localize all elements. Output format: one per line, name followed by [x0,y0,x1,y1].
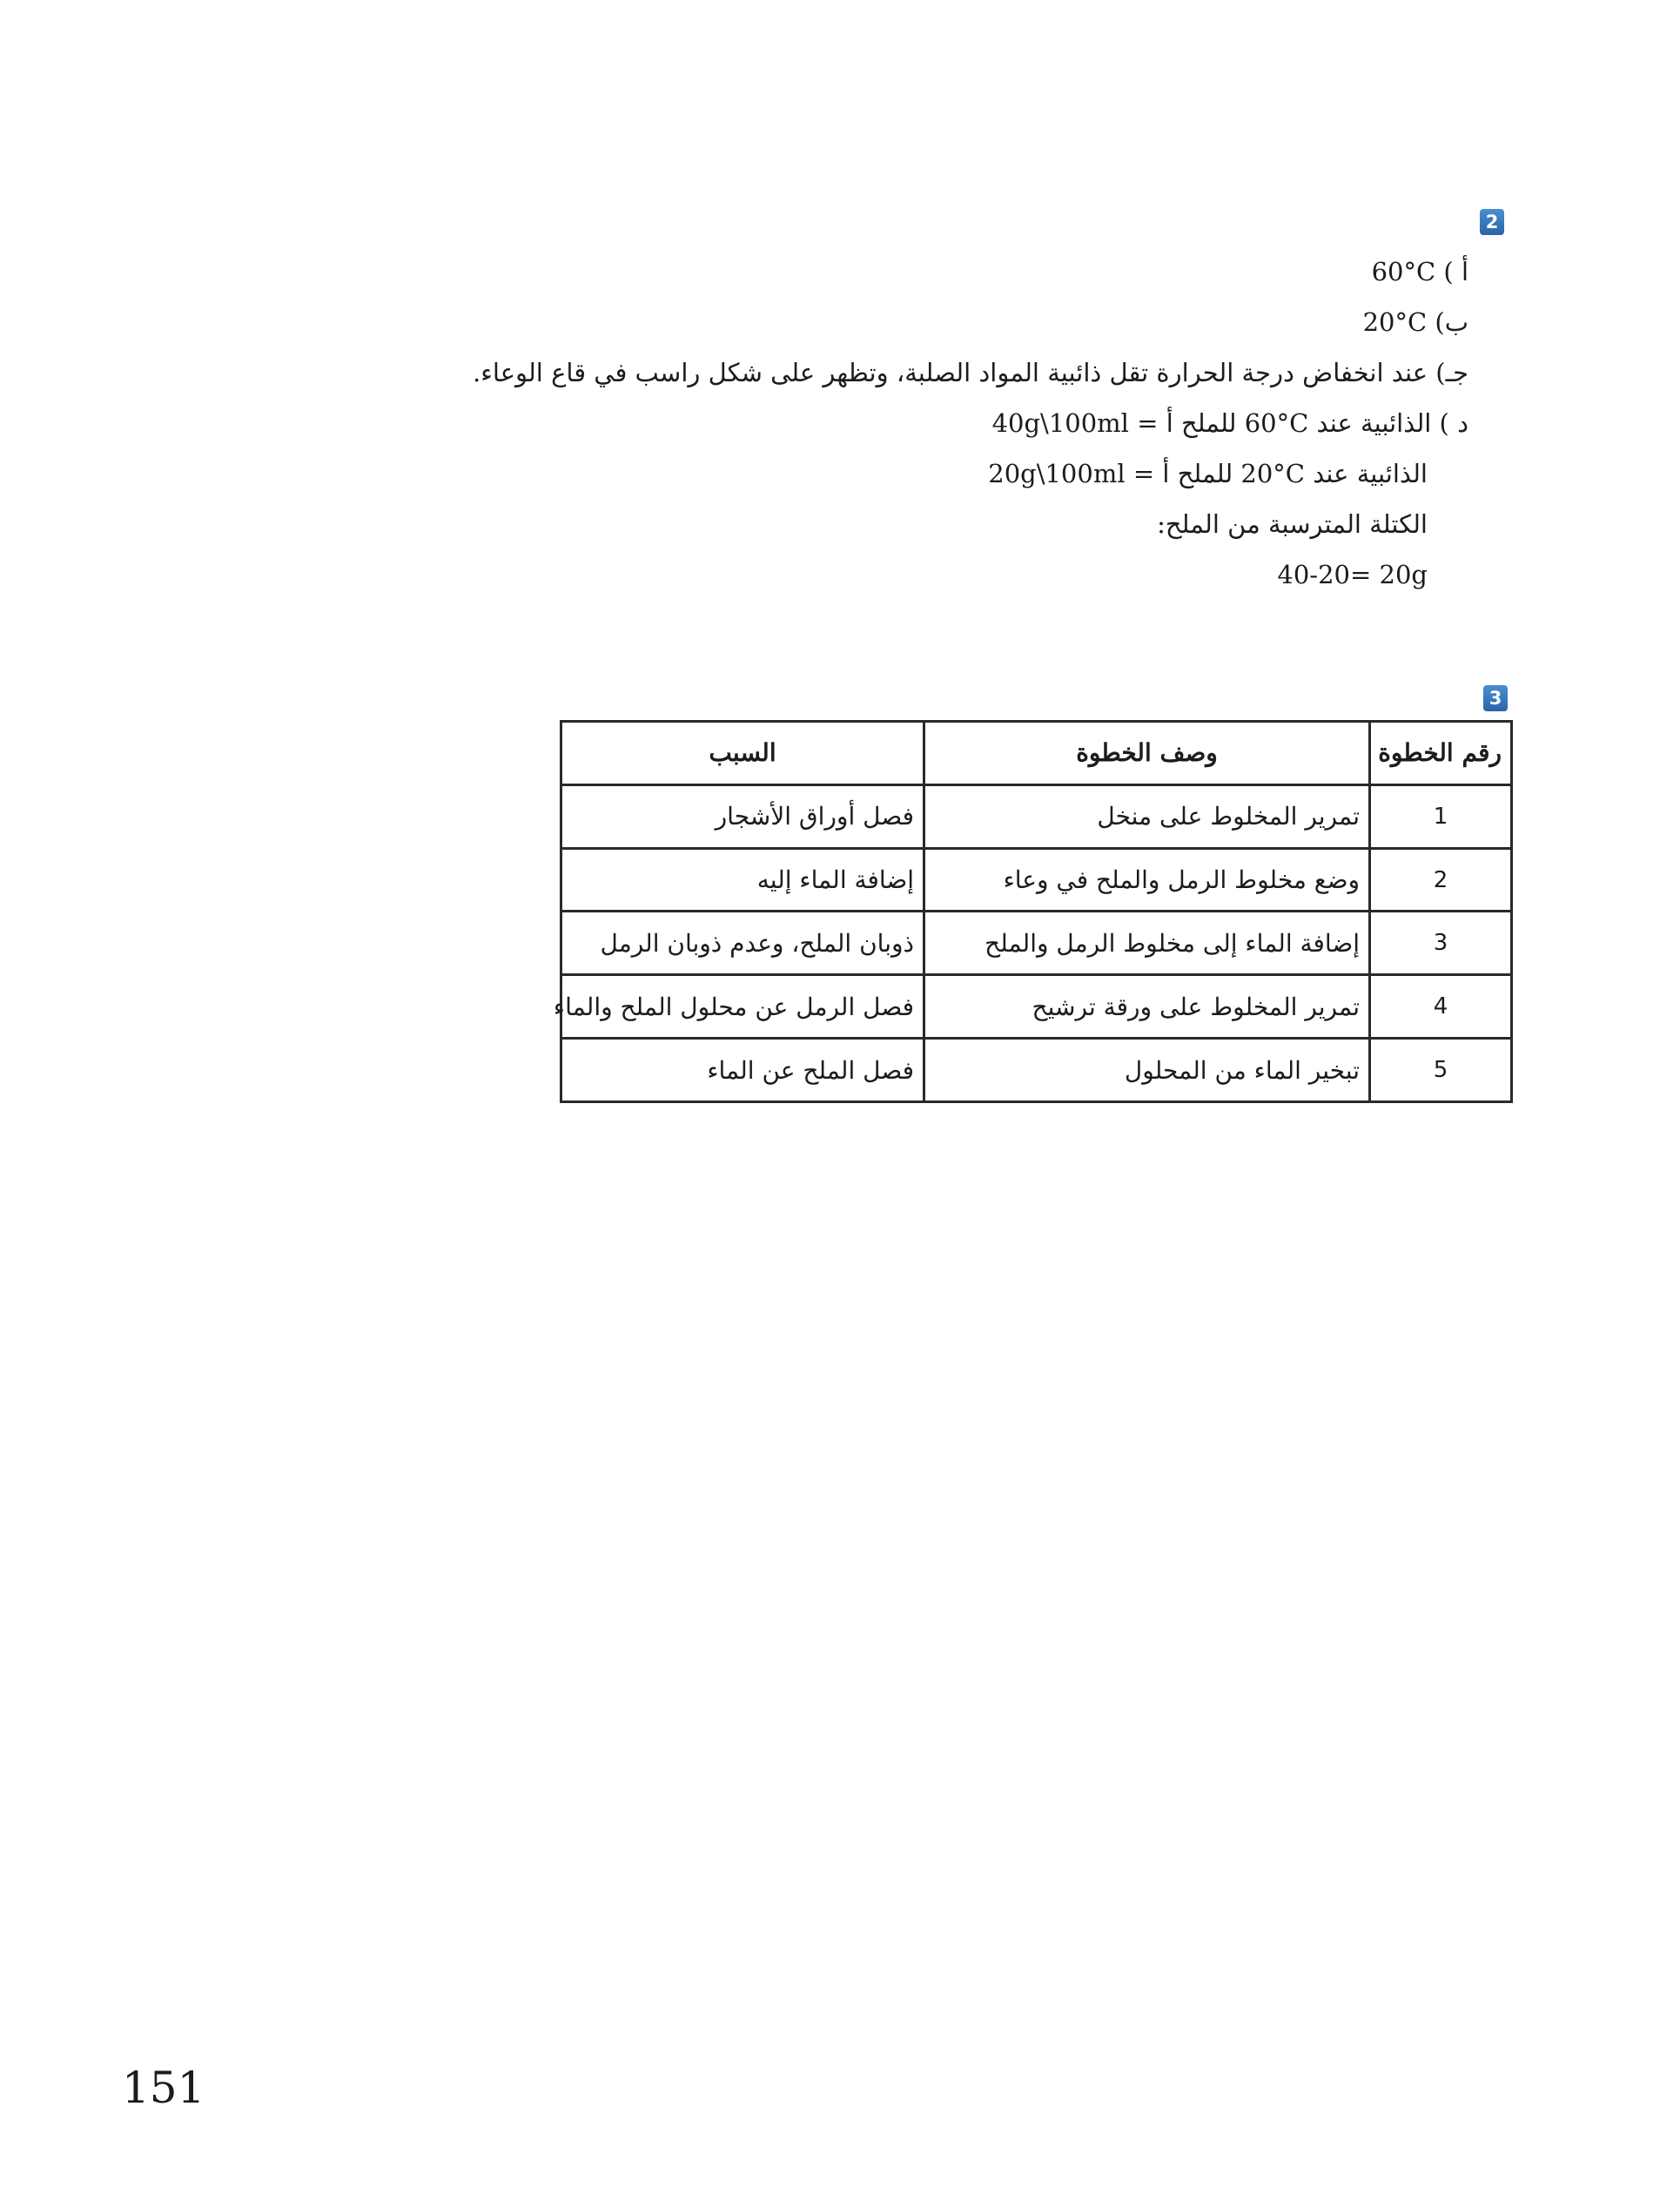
table-row [561,784,1512,848]
d1-temperature: 60°C [1244,408,1309,438]
answer-a [1372,254,1468,289]
answer-c: جـ) عند انخفاض درجة الحرارة تقل ذائبية المواد الصلبة، وتظهر على شكل راسب في قاع الوعاء. [473,358,1468,387]
d1-value: 40g\100ml [991,408,1129,438]
answer-a-value: 60°C [1371,257,1436,286]
step-description: تبخير الماء من المحلول [924,1039,1370,1102]
question-2-badge: 2 [1480,209,1504,235]
step-description: تمرير المخلوط على ورقة ترشيح [924,975,1370,1039]
step-reason: فصل الرمل عن محلول الملح والماء [561,975,924,1039]
answer-a-letter: أ ) [1443,257,1468,286]
step-description: إضافة الماء إلى مخلوط الرمل والملح [924,912,1370,975]
answer-b-letter: ب) [1435,307,1468,337]
steps-table [553,720,1513,1103]
step-number: 5 [1370,1039,1512,1102]
step-reason: إضافة الماء إليه [561,848,924,912]
d2-middle: للملح أ = [1132,459,1233,488]
d1-prefix: د ) الذائبية عند [1316,408,1468,438]
d4-calc: 40-20= 20g [1277,560,1428,589]
step-description: تمرير المخلوط على منخل [924,784,1370,848]
table-row [561,912,1512,975]
question-3-badge: 3 [1483,685,1508,711]
d2-prefix: الذائبية عند [1313,459,1428,488]
step-number: 1 [1370,784,1512,848]
answer-d-line-3: الكتلة المترسبة من الملح: [1157,509,1428,539]
step-number: 3 [1370,912,1512,975]
page-number: 151 [122,2063,205,2113]
d2-temperature: 20°C [1240,459,1305,488]
answer-d-line-1 [992,406,1468,441]
answer-d-line-2 [988,456,1428,491]
header-step-number: رقم الخطوة [1370,722,1512,785]
step-number: 4 [1370,975,1512,1039]
step-description: وضع مخلوط الرمل والملح في وعاء [924,848,1370,912]
answer-d-calculation [1277,557,1428,592]
step-number: 2 [1370,848,1512,912]
d2-value: 20g\100ml [988,459,1126,488]
header-step-description: وصف الخطوة [924,722,1370,785]
d1-middle: للملح أ = [1137,408,1237,438]
table-row [561,975,1512,1039]
step-reason: ذوبان الملح، وعدم ذوبان الرمل [561,912,924,975]
header-reason: السبب [561,722,924,785]
step-reason: فصل أوراق الأشجار [561,784,924,848]
table-header-row [561,722,1512,785]
answer-b [1363,305,1468,340]
step-reason: فصل الملح عن الماء [561,1039,924,1102]
table-row [561,848,1512,912]
answer-b-value: 20°C [1362,307,1428,337]
table-row [561,1039,1512,1102]
